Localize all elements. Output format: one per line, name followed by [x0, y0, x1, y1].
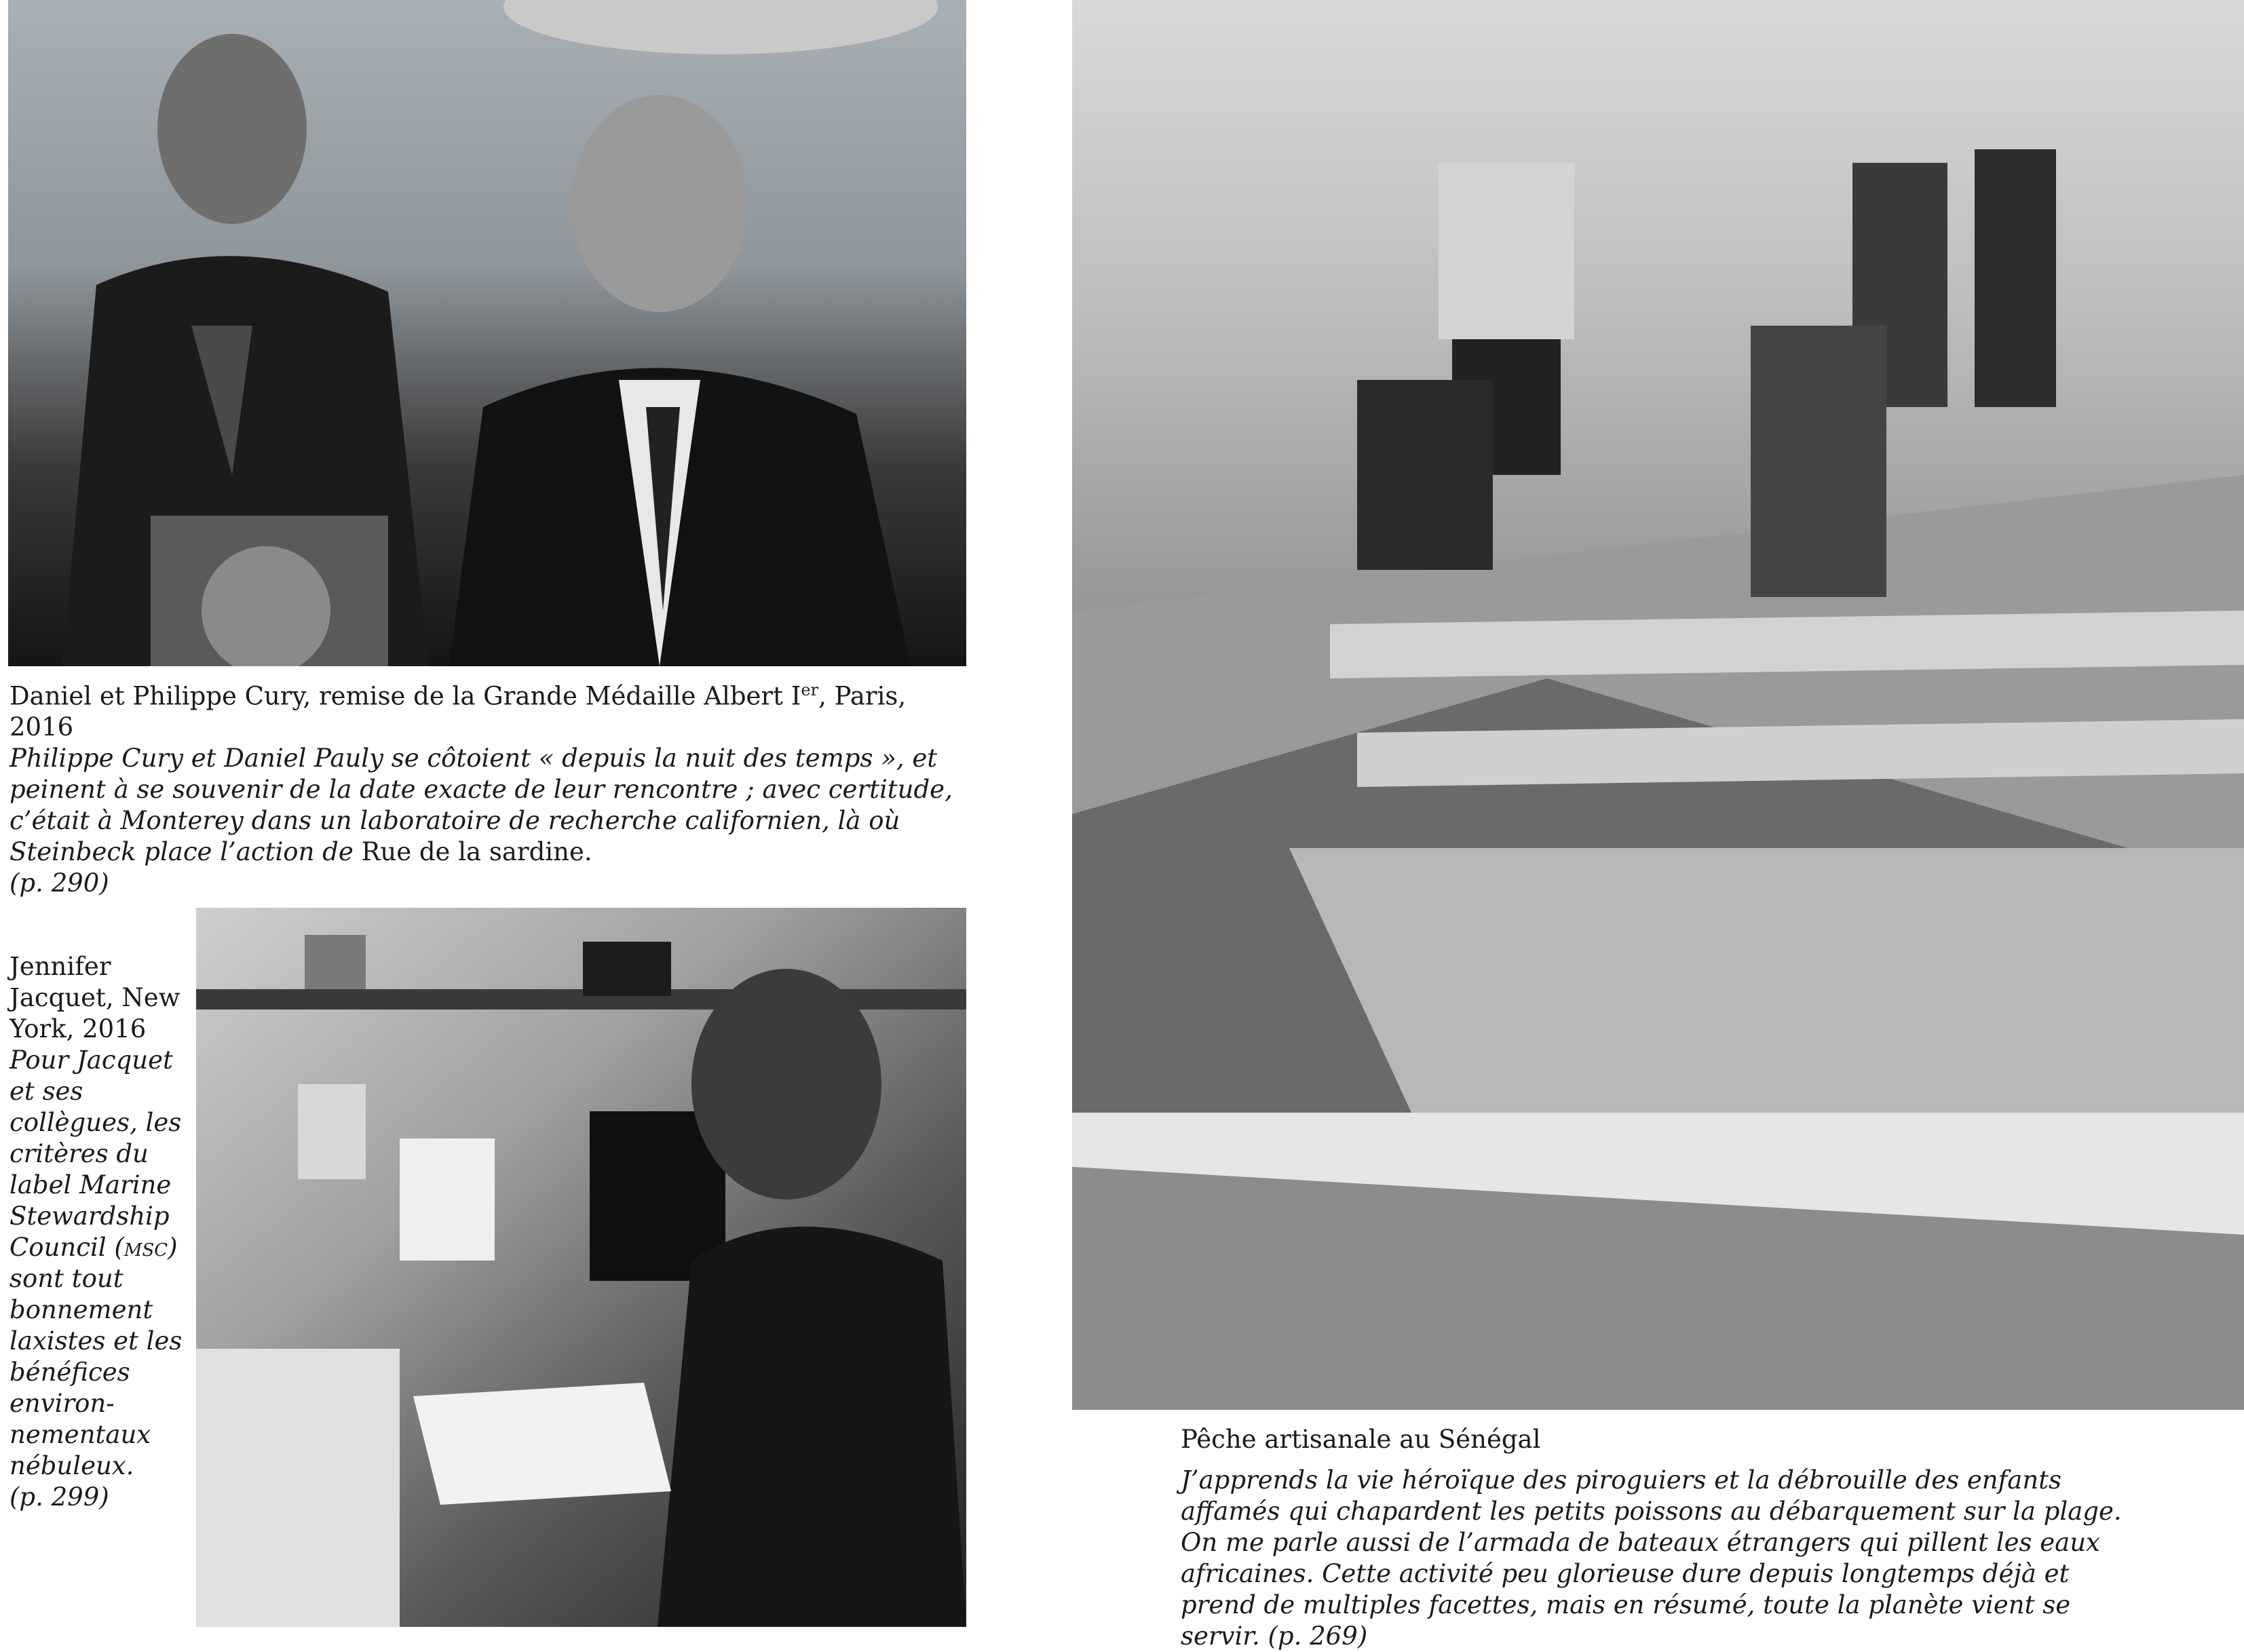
- caption-jacquet-title: Jennifer Jacquet, New York, 2016: [9, 952, 180, 1043]
- photo-jennifer-jacquet: [196, 908, 966, 1627]
- photo-senegal-fishing: [1072, 0, 2244, 1410]
- caption-jacquet-page-ref: (p. 299): [9, 1482, 109, 1512]
- caption-fishing-page-ref: (p. 269): [1268, 1621, 1368, 1651]
- photo-cury-illustration: [8, 0, 966, 666]
- caption-jacquet: [9, 951, 187, 1513]
- caption-cury-title: Daniel et Philippe Cury, remise de la Grande Médaille Albert Ier, Paris, 2016: [9, 680, 907, 742]
- caption-cury-page-ref: (p. 290): [9, 868, 109, 898]
- photo-fishing-illustration: [1072, 0, 2244, 1410]
- caption-fishing-title: Pêche artisanale au Sénégal: [1181, 1425, 1541, 1454]
- caption-cury-body: Philippe Cury et Daniel Pauly se côtoient « depuis la nuit des temps », et peinent à se souvenir de la date exacte de leur rencontre ; avec certitude, c’était à Monterey dans un laboratoire de recherche californien, là où Steinbeck place l’action de Rue de la sardine. (p. 290): [9, 744, 953, 898]
- photo-cury-medal: [8, 0, 966, 666]
- caption-fishing-body: J’apprends la vie héroïque des piroguiers et la débrouille des enfants affamés qui chapardent les petits poissons au débarquement sur la plage. On me parle aussi de l’armada de bateaux étrangers qui pillent les eaux africaines. Cette activité peu glorieuse dure depuis longtemps déjà et prend de multiples facettes, mais en résumé, toute la planète vient se servir. (p. 269): [1181, 1465, 2122, 1651]
- caption-jacquet-body: Pour Jacquet et ses collègues, les critères du label Marine Stewardship Council (msc) sont tout bonnement laxistes et les bénéfices environ-nementaux nébuleux. (p. 299): [9, 1045, 183, 1512]
- caption-cury: [9, 674, 973, 899]
- photo-jacquet-illustration: [196, 908, 966, 1627]
- caption-fishing: [1181, 1424, 2144, 1652]
